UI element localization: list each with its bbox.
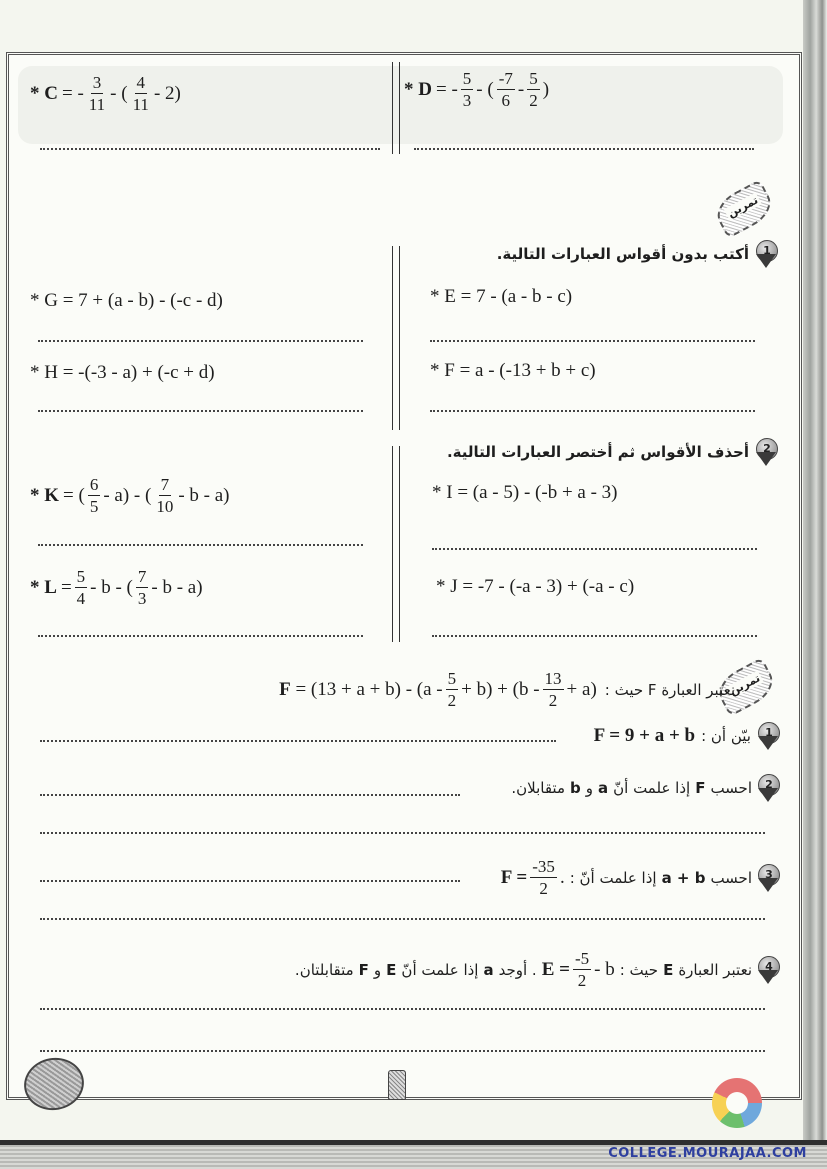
answer-line-h[interactable] — [38, 410, 363, 412]
expression-f: * F = a - (-13 + b + c) — [430, 360, 596, 381]
exercise-2-question-4: 4 نعتبر العبارة E حيث : E = $\frac{-5}{2}$ - b . أوجد a إذا علمت أنّ E و F متقابلتان. — [295, 950, 779, 989]
expression-f-definition: F = (13 + a + b) - (a - $\frac{5}{2}$ + b) + (b - $\frac{13}{2}$ + a) — [279, 669, 597, 710]
answer-line-c[interactable] — [40, 148, 380, 150]
answer-line-e[interactable] — [430, 340, 755, 342]
answer-line-d[interactable] — [414, 148, 754, 150]
answer-line-ex2-q1[interactable] — [40, 740, 556, 742]
fraction: $\frac{5}{4}$ — [76, 567, 86, 608]
column-divider-lower — [392, 446, 400, 642]
answer-line-i[interactable] — [432, 548, 757, 550]
expression-l: * L = $\frac{5}{4}$ - b - ( $\frac{7}{3}$ - b - a) — [30, 567, 203, 608]
numbered-arrow-bullet-icon: 4 — [757, 956, 779, 984]
answer-line-ex2-q3a[interactable] — [40, 880, 460, 882]
fraction: $\frac{-7}{6}$ — [498, 69, 513, 110]
exercise-2-question-3: 3 احسب a + b إذا علمت أنّ : F = $\frac{-35}{2}$ . — [501, 858, 779, 897]
numbered-arrow-bullet-icon: 1 — [757, 722, 779, 750]
exercise-2-question-1: 1 بيّن أن : F = 9 + a + b — [594, 722, 779, 750]
expression-i: * I = (a - 5) - (-b + a - 3) — [432, 482, 618, 503]
question-1-instruction: 1 أكتب بدون أقواس العبارات التالية. — [497, 240, 777, 268]
expression-e: * E = 7 - (a - b - c) — [430, 286, 573, 307]
expression-e-definition: E = $\frac{-5}{2}$ - b — [541, 949, 615, 990]
answer-line-k[interactable] — [38, 544, 363, 546]
fraction: $\frac{6}{5}$ — [89, 475, 99, 516]
question-2-instruction: 2 أحذف الأقواس ثم أختصر العبارات التالية. — [447, 438, 777, 466]
fraction: $\frac{7}{3}$ — [137, 567, 147, 608]
exercise-2-statement: نعتبر العبارة F حيث : F = (13 + a + b) - (a - $\frac{5}{2}$ + b) + (b - $\frac{13}{2}$ + a) — [279, 669, 735, 710]
exercise-2-question-2: 2 احسب F إذا علمت أنّ a و b متقابلان. — [511, 774, 779, 802]
fraction: $\frac{7}{10}$ — [156, 475, 174, 516]
expression-j: * J = -7 - (-a - 3) + (-a - c) — [436, 576, 635, 597]
fraction: $\frac{3}{11}$ — [88, 73, 106, 114]
site-logo-icon — [712, 1078, 762, 1128]
answer-line-j[interactable] — [432, 635, 757, 637]
answer-line-l[interactable] — [38, 635, 363, 637]
exercise-badge-1: تمرين — [710, 179, 777, 239]
column-divider-mid — [392, 246, 400, 430]
site-watermark: COLLEGE.MOURAJAA.COM — [608, 1146, 807, 1161]
expression-h: * H = -(-3 - a) + (-c + d) — [30, 362, 215, 383]
answer-line-g[interactable] — [38, 340, 363, 342]
column-divider-top — [392, 62, 400, 154]
numbered-arrow-bullet-icon: 2 — [757, 774, 779, 802]
fraction: $\frac{5}{2}$ — [529, 69, 538, 110]
expression-g: * G = 7 + (a - b) - (-c - d) — [30, 290, 223, 311]
numbered-arrow-bullet-icon: 3 — [757, 864, 779, 892]
expression-c: * C = - $\frac{3}{11}$ - ( $\frac{4}{11}$ - 2) — [30, 73, 181, 114]
numbered-arrow-bullet-icon: 1 — [755, 240, 777, 268]
answer-line-ex2-q2b[interactable] — [40, 832, 765, 834]
fraction: $\frac{4}{11}$ — [132, 73, 149, 114]
answer-line-ex2-q4b[interactable] — [40, 1050, 765, 1052]
answer-line-ex2-q4a[interactable] — [40, 1008, 765, 1010]
answer-line-f[interactable] — [430, 410, 755, 412]
condition-f-value: F = $\frac{-35}{2}$ . — [500, 857, 565, 898]
answer-line-ex2-q3b[interactable] — [40, 918, 765, 920]
answer-line-ex2-q2a[interactable] — [40, 794, 460, 796]
fraction: $\frac{5}{3}$ — [462, 69, 472, 110]
scan-binding-edge — [803, 0, 827, 1169]
expression-d: * D = - $\frac{5}{3}$ - ( $\frac{-7}{6}$ - $\frac{5}{2}$ ) — [404, 69, 550, 110]
numbered-arrow-bullet-icon: 2 — [755, 438, 777, 466]
expression-k: * K = ( $\frac{6}{5}$ - a) - ( $\frac{7}{10}$ - b - a) — [30, 475, 230, 516]
footer-ornament-icon — [388, 1070, 406, 1100]
exercise-badge-2: تمرين — [712, 657, 779, 717]
